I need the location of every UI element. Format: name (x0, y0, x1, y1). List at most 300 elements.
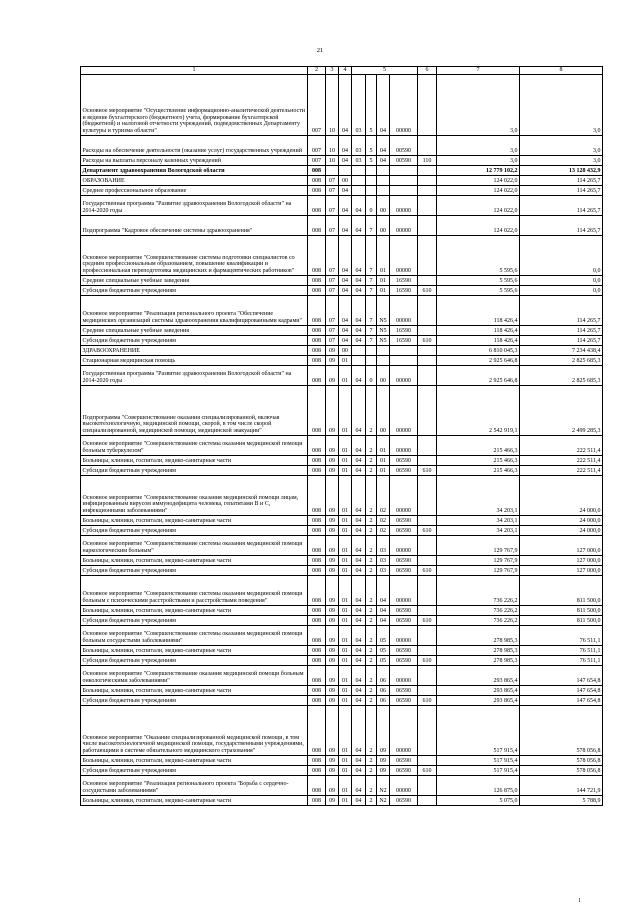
col-expense-type (418, 186, 437, 196)
col-amount-year2: 76 511,1 (520, 646, 603, 656)
row-name: Департамент здравоохранения Вологодской области (81, 166, 308, 176)
col-subprogram: 2 (366, 706, 377, 756)
col-code: 008 (308, 186, 326, 196)
col-amount-year1: 129 767,9 (437, 556, 520, 566)
col-direction: 16590 (390, 276, 418, 286)
col-subsection: 01 (339, 766, 352, 776)
col-subsection: 01 (339, 666, 352, 686)
col-section: 09 (326, 626, 339, 646)
col-subprogram: 5 (366, 156, 377, 166)
col-code: 008 (308, 356, 326, 366)
row-name: Стационарная медицинская помощь (81, 356, 308, 366)
col-expense-type (418, 136, 437, 156)
col-event: 01 (377, 436, 390, 456)
col-direction: 06590 (390, 796, 418, 806)
col-amount-year2: 147 654,8 (520, 686, 603, 696)
row-name: Основное мероприятие "Совершенствование системы оказания медицинской помощи больным сосудистыми заболеваниями" (81, 626, 308, 646)
col-amount-year1: 3,0 (437, 156, 520, 166)
col-expense-type: 610 (418, 566, 437, 576)
col-amount-year2: 578 056,8 (520, 766, 603, 776)
col-section: 09 (326, 466, 339, 476)
table-row (81, 216, 603, 236)
col-direction: 06590 (390, 526, 418, 536)
col-section: 09 (326, 366, 339, 386)
col-subprogram: 2 (366, 566, 377, 576)
col-section: 09 (326, 776, 339, 796)
col-subsection: 01 (339, 436, 352, 456)
col-amount-year2: 127 000,0 (520, 536, 603, 556)
col-amount-year1: 736 226,2 (437, 606, 520, 616)
row-name: Основное мероприятие "Реализация регионального проекта "Борьба с сердечно-сосудистыми заболеваниями" (81, 776, 308, 796)
row-name: Основное мероприятие "Совершенствование оказания медицинской помощи больным онкологическими заболеваниями" (81, 666, 308, 686)
col-expense-type: 610 (418, 336, 437, 346)
col-subprogram: 2 (366, 606, 377, 616)
row-name: Больницы, клиники, госпитали, медико-санитарные части (81, 606, 308, 616)
col-subsection: 01 (339, 576, 352, 606)
col-amount-year1: 278 985,3 (437, 656, 520, 666)
col-expense-type (418, 386, 437, 436)
col-subsection: 01 (339, 696, 352, 706)
col-amount-year1: 293 865,4 (437, 686, 520, 696)
col-section: 07 (326, 286, 339, 296)
col-amount-year1: 12 779 102,2 (437, 166, 520, 176)
col-amount-year1: 5 595,6 (437, 286, 520, 296)
col-section: 07 (326, 236, 339, 276)
col-code: 008 (308, 696, 326, 706)
col-event: 03 (377, 556, 390, 566)
col-code: 008 (308, 216, 326, 236)
col-subsection: 01 (339, 656, 352, 666)
col-expense-type (418, 236, 437, 276)
col-amount-year1: 215 466,3 (437, 456, 520, 466)
row-name: Субсидии бюджетным учреждениям (81, 566, 308, 576)
col-expense-type (418, 196, 437, 216)
col-amount-year1: 5 595,6 (437, 276, 520, 286)
col-event: 00 (377, 386, 390, 436)
col-subprogram: 2 (366, 456, 377, 466)
col-amount-year2: 114 265,7 (520, 186, 603, 196)
table-row (81, 386, 603, 436)
row-name: Больницы, клиники, госпитали, медико-санитарные части (81, 686, 308, 696)
col-event: 04 (377, 156, 390, 166)
col-section: 09 (326, 656, 339, 666)
col-subsection: 01 (339, 456, 352, 466)
col-amount-year1: 278 985,3 (437, 646, 520, 656)
header-cell: 4 (339, 67, 352, 75)
header-cell: 7 (437, 67, 520, 75)
col-program: 04 (352, 286, 366, 296)
col-expense-type: 610 (418, 286, 437, 296)
row-name: Основное мероприятие "Совершенствование системы оказания медицинской помощи больным с психическими расстройствами и расстройствами поведения" (81, 576, 308, 606)
col-code: 008 (308, 776, 326, 796)
col-event: 01 (377, 286, 390, 296)
col-section: 09 (326, 706, 339, 756)
col-program: 04 (352, 566, 366, 576)
col-direction (390, 356, 418, 366)
col-program: 04 (352, 766, 366, 776)
col-code: 008 (308, 286, 326, 296)
row-name: Больницы, клиники, госпитали, медико-санитарные части (81, 456, 308, 466)
col-amount-year1: 736 226,2 (437, 576, 520, 606)
col-code: 008 (308, 516, 326, 526)
col-program: 04 (352, 666, 366, 686)
page-number: 21 (316, 47, 324, 54)
col-subsection: 04 (339, 196, 352, 216)
col-subsection: 04 (339, 75, 352, 136)
col-subprogram: 7 (366, 236, 377, 276)
row-name: Субсидии бюджетным учреждениям (81, 766, 308, 776)
row-name: Среднее профессиональное образование (81, 186, 308, 196)
col-expense-type (418, 646, 437, 656)
col-section: 07 (326, 216, 339, 236)
col-expense-type (418, 576, 437, 606)
col-event (377, 166, 390, 176)
col-event: 04 (377, 576, 390, 606)
col-code: 008 (308, 616, 326, 626)
col-direction: 00000 (390, 296, 418, 326)
col-expense-type (418, 75, 437, 136)
table-row (81, 686, 603, 696)
table-row (81, 286, 603, 296)
header-cell: 2 (308, 67, 326, 75)
col-subsection: 04 (339, 136, 352, 156)
col-event: 09 (377, 706, 390, 756)
col-event: N5 (377, 326, 390, 336)
col-subprogram: 2 (366, 466, 377, 476)
col-code: 008 (308, 386, 326, 436)
header-row (81, 67, 603, 75)
col-amount-year1: 736 226,2 (437, 616, 520, 626)
col-amount-year1: 124 022,0 (437, 216, 520, 236)
col-program: 04 (352, 686, 366, 696)
col-code: 008 (308, 196, 326, 216)
col-amount-year2: 24 000,0 (520, 516, 603, 526)
col-section: 10 (326, 156, 339, 166)
row-name: Субсидии бюджетным учреждениям (81, 526, 308, 536)
col-amount-year2: 7 234 438,4 (520, 346, 603, 356)
col-section: 09 (326, 536, 339, 556)
col-amount-year2: 0,0 (520, 236, 603, 276)
col-code: 008 (308, 766, 326, 776)
col-amount-year1: 293 865,4 (437, 666, 520, 686)
table-row (81, 436, 603, 456)
col-amount-year2: 24 000,0 (520, 526, 603, 536)
col-event: 03 (377, 566, 390, 576)
col-direction: 16590 (390, 336, 418, 346)
col-expense-type: 610 (418, 526, 437, 536)
col-direction (390, 346, 418, 356)
table-row (81, 646, 603, 656)
table-row (81, 606, 603, 616)
col-direction: 06590 (390, 646, 418, 656)
col-subprogram: 2 (366, 776, 377, 796)
col-amount-year2: 127 000,0 (520, 556, 603, 566)
col-subprogram: 7 (366, 336, 377, 346)
col-code: 008 (308, 476, 326, 516)
col-expense-type (418, 516, 437, 526)
table-row (81, 456, 603, 466)
col-subprogram: 2 (366, 536, 377, 556)
col-event: 04 (377, 136, 390, 156)
col-expense-type (418, 626, 437, 646)
col-subprogram: 2 (366, 556, 377, 566)
col-expense-type (418, 536, 437, 556)
col-expense-type (418, 776, 437, 796)
col-section: 09 (326, 686, 339, 696)
col-code: 008 (308, 236, 326, 276)
col-subprogram: 2 (366, 576, 377, 606)
col-direction: 06590 (390, 456, 418, 466)
col-section: 09 (326, 526, 339, 536)
col-program (352, 176, 366, 186)
col-subsection: 01 (339, 536, 352, 556)
col-section: 09 (326, 436, 339, 456)
table-row (81, 476, 603, 516)
col-code: 008 (308, 456, 326, 466)
col-code: 008 (308, 326, 326, 336)
col-section: 07 (326, 276, 339, 286)
col-program: 04 (352, 616, 366, 626)
col-event: 04 (377, 606, 390, 616)
table-row (81, 326, 603, 336)
col-amount-year1: 5 595,6 (437, 236, 520, 276)
col-subsection: 01 (339, 796, 352, 806)
col-expense-type (418, 356, 437, 366)
col-amount-year1: 124 022,0 (437, 186, 520, 196)
col-subsection: 01 (339, 516, 352, 526)
col-direction: 06590 (390, 756, 418, 766)
col-subprogram (366, 186, 377, 196)
col-code: 008 (308, 646, 326, 656)
row-name: Подпрограмма "Совершенствование оказания специализированной, включая высокотехнологичную, медицинской помощи, скорой, в том числе скорой специализированной, медицинской помощи, медицинской эвакуации" (81, 386, 308, 436)
col-section: 09 (326, 456, 339, 466)
col-code: 008 (308, 606, 326, 616)
col-program: 04 (352, 216, 366, 236)
col-amount-year1: 124 022,0 (437, 176, 520, 186)
col-code: 008 (308, 436, 326, 456)
row-name: Основное мероприятие "Оказание специализированной медицинской помощи, в том числе высокотехнологичной медицинской помощи, государственными учреждениями, работающими в системе обязательного медицинского страхования" (81, 706, 308, 756)
col-amount-year2: 222 511,4 (520, 466, 603, 476)
col-expense-type (418, 756, 437, 766)
col-program (352, 166, 366, 176)
col-amount-year2: 114 265,7 (520, 176, 603, 186)
row-name: Основное мероприятие "Совершенствование системы оказания медицинской помощи наркологическим больным" (81, 536, 308, 556)
col-subsection: 01 (339, 606, 352, 616)
col-subprogram: 2 (366, 796, 377, 806)
col-program: 04 (352, 656, 366, 666)
col-program (352, 346, 366, 356)
col-subprogram: 5 (366, 75, 377, 136)
col-direction: 00000 (390, 576, 418, 606)
col-direction: 16590 (390, 286, 418, 296)
col-subprogram: 7 (366, 326, 377, 336)
col-direction: 00000 (390, 436, 418, 456)
col-code: 008 (308, 686, 326, 696)
table-body (81, 67, 603, 806)
col-subprogram (366, 176, 377, 186)
col-amount-year2: 114 265,7 (520, 216, 603, 236)
col-amount-year1: 278 985,3 (437, 626, 520, 646)
col-amount-year2: 114 265,7 (520, 196, 603, 216)
col-subprogram (366, 166, 377, 176)
col-section: 07 (326, 296, 339, 326)
budget-table (80, 66, 603, 806)
col-code: 008 (308, 536, 326, 556)
col-amount-year2: 144 721,9 (520, 776, 603, 796)
row-name: Средние специальные учебные заведения (81, 276, 308, 286)
col-section: 09 (326, 566, 339, 576)
col-subprogram: 7 (366, 296, 377, 326)
col-subsection: 04 (339, 326, 352, 336)
table-row (81, 166, 603, 176)
header-cell: 6 (418, 67, 437, 75)
row-name: Субсидии бюджетным учреждениям (81, 336, 308, 346)
table-row (81, 236, 603, 276)
col-subsection: 01 (339, 756, 352, 766)
col-program: 04 (352, 476, 366, 516)
col-expense-type: 110 (418, 156, 437, 166)
col-subprogram (366, 346, 377, 356)
col-amount-year1: 118 426,4 (437, 336, 520, 346)
col-code: 008 (308, 366, 326, 386)
col-amount-year1: 293 865,4 (437, 696, 520, 706)
col-event (377, 356, 390, 366)
col-amount-year2: 127 000,0 (520, 566, 603, 576)
table-row (81, 156, 603, 166)
col-direction: 16590 (390, 326, 418, 336)
col-section: 09 (326, 516, 339, 526)
col-program: 04 (352, 276, 366, 286)
col-amount-year1: 34 203,1 (437, 476, 520, 516)
col-section: 09 (326, 616, 339, 626)
col-direction (390, 176, 418, 186)
header-cell: 5 (352, 67, 418, 75)
col-expense-type: 610 (418, 466, 437, 476)
col-code: 008 (308, 576, 326, 606)
col-code: 008 (308, 176, 326, 186)
row-name: Основное мероприятие "Осуществление информационно-аналитической деятельности и ведение бухгалтерского (бюджетного) учета, формирование бухгалтерской (бюджетной) и налоговой отчетности учреждений, подведомственных Департаменту культуры и туризма области" (81, 75, 308, 136)
col-section: 09 (326, 666, 339, 686)
col-program: 04 (352, 526, 366, 536)
col-program: 04 (352, 326, 366, 336)
col-amount-year2: 578 056,8 (520, 756, 603, 766)
col-event: 05 (377, 656, 390, 666)
col-code: 008 (308, 526, 326, 536)
col-event (377, 176, 390, 186)
col-section: 09 (326, 756, 339, 766)
header-cell: 3 (326, 67, 339, 75)
col-expense-type (418, 276, 437, 286)
col-direction: 00000 (390, 776, 418, 796)
col-amount-year1: 215 466,3 (437, 466, 520, 476)
col-expense-type: 610 (418, 616, 437, 626)
col-event: N5 (377, 296, 390, 326)
col-amount-year1: 126 875,0 (437, 776, 520, 796)
table-row (81, 556, 603, 566)
col-amount-year2: 578 056,8 (520, 706, 603, 756)
col-section: 09 (326, 606, 339, 616)
col-direction: 06590 (390, 766, 418, 776)
col-section: 09 (326, 556, 339, 566)
table-row (81, 666, 603, 686)
row-name: Субсидии бюджетным учреждениям (81, 616, 308, 626)
col-subsection: 01 (339, 776, 352, 796)
col-event: N2 (377, 776, 390, 796)
col-subsection: 00 (339, 346, 352, 356)
col-section: 10 (326, 75, 339, 136)
col-expense-type (418, 326, 437, 336)
col-subsection: 01 (339, 706, 352, 756)
col-code: 008 (308, 796, 326, 806)
row-name: Основное мероприятие "Совершенствование оказания медицинской помощи лицам, инфицированным вирусом иммунодефицита человека, гепатитами В и С, инфекционными заболеваниями" (81, 476, 308, 516)
col-direction: 06590 (390, 606, 418, 616)
col-program: 04 (352, 366, 366, 386)
col-expense-type (418, 606, 437, 616)
col-direction: 00000 (390, 75, 418, 136)
col-code: 008 (308, 756, 326, 766)
table-row (81, 576, 603, 606)
col-section: 09 (326, 356, 339, 366)
col-subsection: 01 (339, 356, 352, 366)
col-event: 09 (377, 766, 390, 776)
col-amount-year2: 3,0 (520, 136, 603, 156)
col-amount-year1: 124 022,0 (437, 196, 520, 216)
col-program: 04 (352, 576, 366, 606)
col-amount-year2: 114 265,7 (520, 296, 603, 326)
col-amount-year1: 517 915,4 (437, 756, 520, 766)
col-amount-year2: 13 128 432,9 (520, 166, 603, 176)
col-direction: 00000 (390, 196, 418, 216)
col-code: 008 (308, 276, 326, 286)
table-row (81, 356, 603, 366)
col-subsection (339, 166, 352, 176)
col-subsection: 04 (339, 156, 352, 166)
col-code: 008 (308, 626, 326, 646)
col-section: 09 (326, 576, 339, 606)
col-expense-type (418, 796, 437, 806)
table-row (81, 536, 603, 556)
col-expense-type (418, 166, 437, 176)
row-name: Основное мероприятие "Совершенствование системы оказания медицинской помощи больным туберкулезом" (81, 436, 308, 456)
row-name: Расходы на обеспечение деятельности (оказание услуг) государственных учреждений (81, 136, 308, 156)
col-subsection: 01 (339, 566, 352, 576)
col-event: 04 (377, 75, 390, 136)
row-name: Государственная программа "Развитие здравоохранения Вологодской области" на 2014-2020 годы (81, 366, 308, 386)
col-program: 04 (352, 706, 366, 756)
col-section: 10 (326, 136, 339, 156)
col-direction: 00590 (390, 156, 418, 166)
col-subprogram: 7 (366, 276, 377, 286)
col-subsection: 00 (339, 176, 352, 186)
col-subsection: 01 (339, 686, 352, 696)
col-amount-year1: 3,0 (437, 75, 520, 136)
col-section: 09 (326, 386, 339, 436)
table-row (81, 346, 603, 356)
col-program: 04 (352, 606, 366, 616)
col-amount-year2: 5 788,9 (520, 796, 603, 806)
col-direction: 00000 (390, 366, 418, 386)
col-event: 09 (377, 756, 390, 766)
col-program (352, 186, 366, 196)
col-amount-year2: 2 499 285,3 (520, 386, 603, 436)
col-direction: 06590 (390, 516, 418, 526)
col-event: 01 (377, 456, 390, 466)
col-program: 03 (352, 75, 366, 136)
col-expense-type (418, 346, 437, 356)
col-section: 07 (326, 336, 339, 346)
footer-mark: 1 (578, 898, 581, 904)
col-subsection: 01 (339, 476, 352, 516)
